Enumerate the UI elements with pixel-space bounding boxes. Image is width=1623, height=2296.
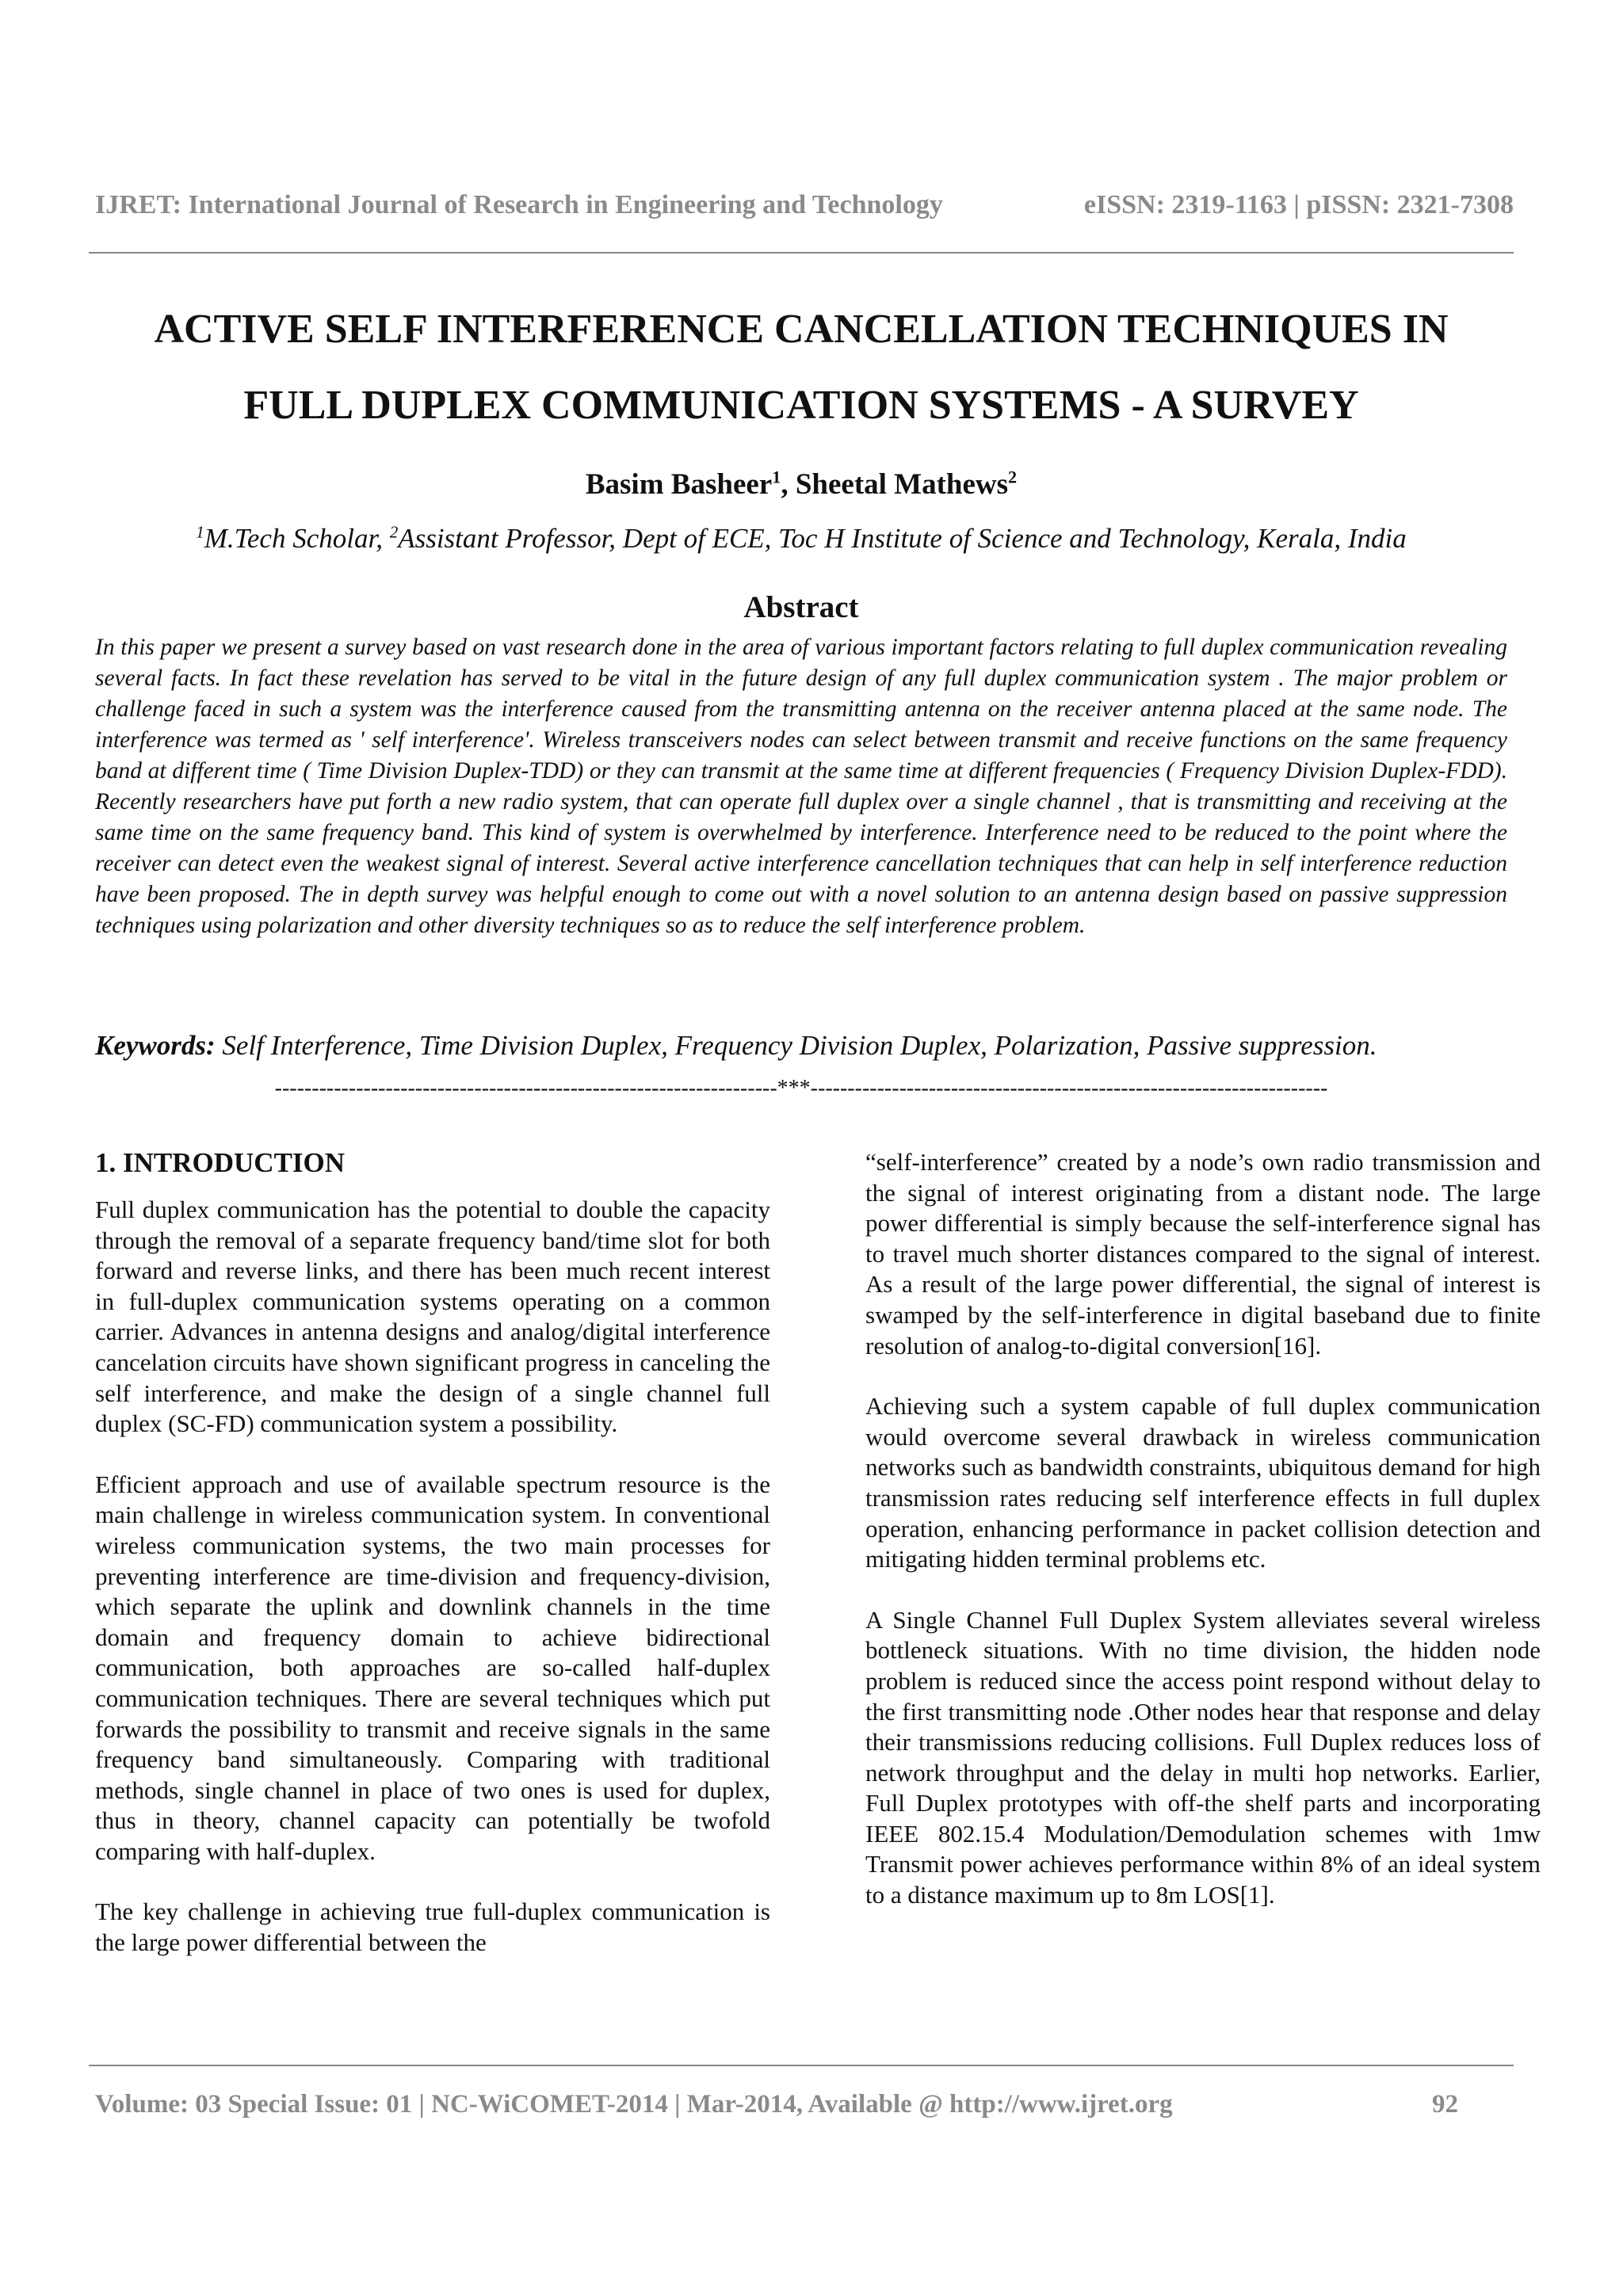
running-footer	[95, 2090, 1458, 2119]
page-number: 92	[1432, 2090, 1458, 2119]
header-rule	[89, 252, 1514, 254]
paragraph: Efficient approach and use of available spectrum resource is the main challenge in wireless communication system. In conventional wireless communication systems, the two main processes for preventing interference are time-division and frequency-division, which separate the uplink and downlink channels in the time domain and frequency domain to achieve bidirectional communication, both approaches are so-called half-duplex communication techniques. There are several techniques which put forwards the possibility to transmit and receive signals in the same frequency band simultaneously. Comparing with traditional methods, single channel in place of two ones is used for duplex, thus in theory, channel capacity can potentially be twofold comparing with half-duplex.	[95, 1470, 770, 1865]
keywords-text: Self Interference, Time Division Duplex, Frequency Division Duplex, Polarization, Passive suppression.	[222, 1030, 1377, 1061]
affil-role-1: M.Tech Scholar,	[204, 523, 390, 554]
author-1-sup: 1	[772, 467, 781, 487]
keywords	[95, 1030, 1507, 1062]
issn: eISSN: 2319-1163 | pISSN: 2321-7308	[1083, 190, 1514, 219]
footer-rule	[89, 2065, 1514, 2066]
abstract-heading: Abstract	[743, 590, 859, 624]
affiliation	[89, 523, 1514, 555]
journal-name: IJRET: International Journal of Research in Engineering and Technology	[95, 190, 943, 219]
title-line-1: ACTIVE SELF INTERFERENCE CANCELLATION TECHNIQUES IN	[154, 307, 1449, 352]
affil-sup-2: 2	[389, 522, 399, 542]
section-heading: 1. INTRODUCTION	[95, 1147, 346, 1178]
author-2: Sheetal Mathews	[795, 468, 1009, 501]
author-1: Basim Basheer	[585, 468, 773, 501]
section-separator: --------------------------------------------------------------------***----------------------------------------------------------------------	[274, 1076, 1328, 1100]
author-2-sup: 2	[1008, 467, 1018, 487]
paragraph: The key challenge in achieving true full-duplex communication is the large power differential between the	[95, 1897, 770, 1957]
right-column	[865, 1147, 1541, 1941]
running-header	[95, 190, 1514, 220]
abstract-text: In this paper we present a survey based on vast research done in the area of various important factors relating to full duplex communication revealing several facts. In fact these revelation has served to be vital in the future design of any full duplex communication system . The major problem or challenge faced in such a system was the interference caused from the transmitting antenna on the receiver antenna placed at the same node. The interference was termed as ' self interference'. Wireless transceivers nodes can select between transmit and receive functions on the same frequency band at different time ( Time Division Duplex-TDD) or they can transmit at the same time at different frequencies ( Frequency Division Duplex-FDD). Recently researchers have put forth a new radio system, that can operate full duplex over a single channel , that is transmitting and receiving at the same time on the same frequency band. This kind of system is overwhelmed by interference. Interference need to be reduced to the point where the receiver can detect even the weakest signal of interest. Several active interference cancellation techniques that can help in self interference reduction have been proposed. The in depth survey was helpful enough to come out with a novel solution to an antenna design based on passive suppression techniques using polarization and other diversity techniques so as to reduce the self interference problem.	[95, 635, 1507, 938]
paragraph: “self-interference” created by a node’s own radio transmission and the signal of interest originating from a distant node. The large power differential is simply because the self-interference signal has to travel much shorter distances compared to the signal of interest. As a result of the large power differential, the signal of interest is swamped by the self-interference in digital baseband due to finite resolution of analog-to-digital conversion[16].	[865, 1148, 1541, 1360]
keywords-label: Keywords:	[95, 1030, 216, 1061]
authors	[89, 467, 1514, 502]
paper-title	[89, 292, 1514, 444]
affil-sup-1: 1	[196, 522, 204, 542]
footer-volume: Volume: 03 Special Issue: 01 | NC-WiCOMET-2014 | Mar-2014, Available @ http://www.ijret.org	[95, 2090, 1173, 2119]
paragraph: Achieving such a system capable of full duplex communication would overcome several drawback in wireless communication networks such as bandwidth constraints, ubiquitous demand for high transmission rates reducing self interference effects in full duplex operation, enhancing performance in packet collision detection and mitigating hidden terminal problems etc.	[865, 1392, 1541, 1573]
paragraph: A Single Channel Full Duplex System alleviates several wireless bottleneck situations. With no time division, the hidden node problem is reduced since the access point respond without delay to the first transmitting node .Other nodes hear that response and delay their transmissions reducing collisions. Full Duplex reduces loss of network throughput and the delay in multi hop networks. Earlier, Full Duplex prototypes with off-the shelf parts and incorporating IEEE 802.15.4 Modulation/Demodulation schemes with 1mw Transmit power achieves performance within 8% of an ideal system to a distance maximum up to 8m LOS[1].	[865, 1605, 1541, 1909]
affil-role-2: Assistant Professor, Dept of ECE, Toc H Institute of Science and Technology, Kerala, India	[398, 523, 1407, 554]
left-column	[95, 1147, 770, 1989]
paragraph: Full duplex communication has the potential to double the capacity through the removal of a separate frequency band/time slot for both forward and reverse links, and there has been much recent interest in full-duplex communication systems operating on a common carrier. Advances in antenna designs and analog/digital interference cancelation circuits have shown significant progress in canceling the self interference, and make the design of a single channel full duplex (SC-FD) communication system a possibility.	[95, 1196, 770, 1438]
author-separator: ,	[781, 468, 796, 501]
title-line-2: FULL DUPLEX COMMUNICATION SYSTEMS - A SURVEY	[243, 383, 1359, 428]
